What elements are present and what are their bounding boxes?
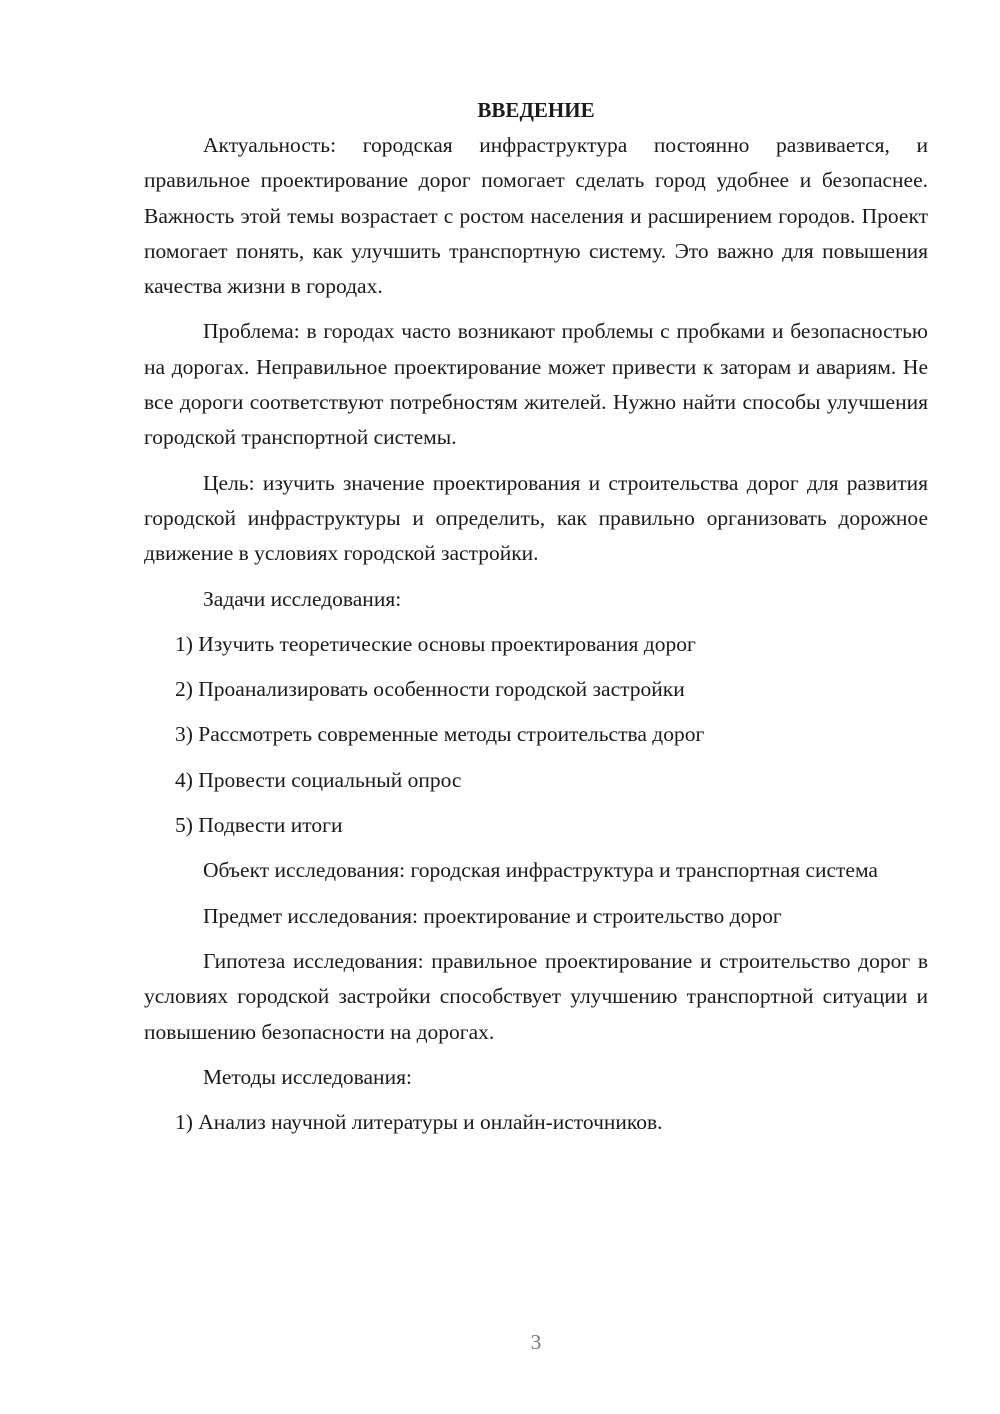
page-content: [144, 93, 928, 1150]
methods-list: [144, 1105, 928, 1140]
list-item: 1) Изучить теоретические основы проектирования дорог: [175, 631, 696, 656]
hypothesis-paragraph: Гипотеза исследования: правильное проектирование и строительство дорог в условиях городской застройки способствует улучшению транспортной ситуации и повышению безопасности на дорогах.: [144, 948, 928, 1044]
list-item: 1) Анализ научной литературы и онлайн-источников.: [175, 1110, 663, 1135]
list-item: 4) Провести социальный опрос: [175, 767, 462, 792]
section-title: ВВЕДЕНИЕ: [477, 98, 595, 122]
goal-paragraph: Цель: изучить значение проектирования и строительства дорог для развития городской инфраструктуры и определить, как правильно организовать дорожное движение в условиях городской застройки.: [144, 470, 928, 566]
methods-heading: Методы исследования:: [203, 1064, 412, 1089]
tasks-heading: Задачи исследования:: [203, 586, 402, 611]
page-number: 3: [530, 1330, 542, 1354]
problem-paragraph: Проблема: в городах часто возникают проблемы с пробками и безопасностью на дорогах. Неправильное проектирование может привести к заторам и авариям. Не все дороги соответствуют потребностям жителей. Нужно найти способы улучшения городской транспортной системы.: [144, 319, 928, 450]
object-paragraph: Объект исследования: городская инфраструктура и транспортная система: [203, 858, 878, 883]
tasks-list: [144, 627, 928, 843]
subject-paragraph: Предмет исследования: проектирование и строительство дорог: [203, 903, 782, 928]
list-item: 3) Рассмотреть современные методы строительства дорог: [175, 722, 705, 747]
relevance-paragraph: Актуальность: городская инфраструктура постоянно развивается, и правильное проектирование дорог помогает сделать город удобнее и безопаснее. Важность этой темы возрастает с ростом населения и расширением городов. Проект помогает понять, как улучшить транспортную систему. Это важно для повышения качества жизни в городах.: [144, 133, 928, 299]
list-item: 2) Проанализировать особенности городской застройки: [175, 677, 685, 702]
list-item: 5) Подвести итоги: [175, 813, 343, 838]
